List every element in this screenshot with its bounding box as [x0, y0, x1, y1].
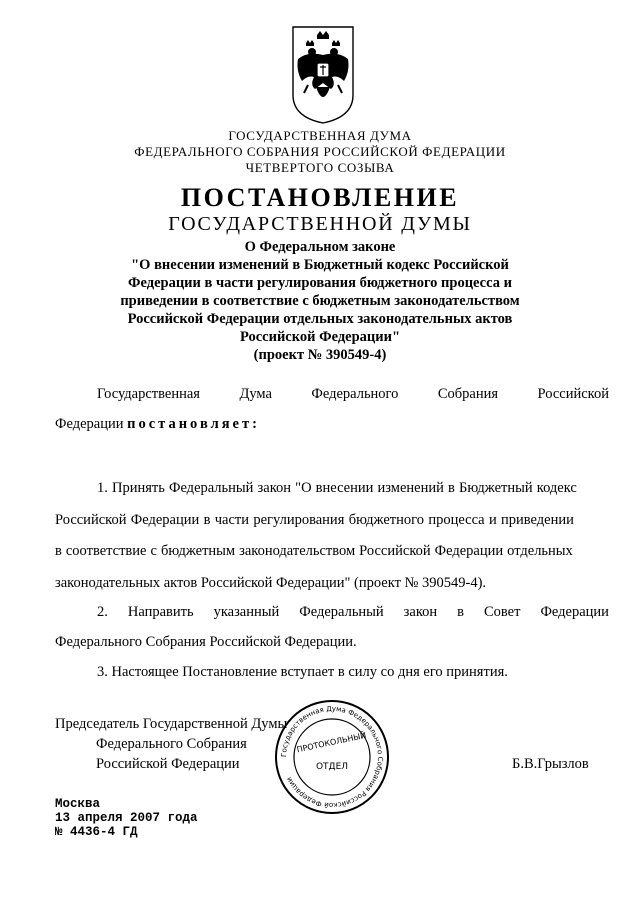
subject-line: приведении в соответствие с бюджетным законодательством: [120, 293, 520, 309]
preamble-word: Дума: [239, 386, 272, 402]
preamble-word: Федерации: [55, 416, 124, 432]
footer-date: 13 апреля 2007 года: [55, 811, 198, 825]
item2-word: указанный: [213, 604, 280, 620]
official-seal-icon: [272, 697, 392, 817]
signer-position-line2: Федерального Собрания: [96, 736, 247, 752]
subject-line: "О внесении изменений в Бюджетный кодекс Российской: [131, 257, 509, 273]
svg-text:Государственная Дума Федеральн: Государственная Дума Федерального Собрания Российской Федерации: [279, 704, 385, 810]
document-subtitle: ГОСУДАРСТВЕННОЙ ДУМЫ: [168, 213, 472, 235]
item2-word: закон: [403, 604, 438, 620]
item2-word: Федерации: [540, 604, 609, 620]
item3: 3. Настоящее Постановление вступает в силу со дня его принятия.: [97, 664, 508, 680]
item1-line: Российской Федерации в части регулирования бюджетного процесса и приведении: [55, 512, 574, 528]
preamble-line2: [55, 416, 260, 433]
item2-line1: [97, 604, 609, 621]
signer-name: Б.В.Грызлов: [512, 756, 589, 772]
item2-word: Направить: [127, 604, 194, 620]
item1-line: в соответствие с бюджетным законодательством Российской Федерации отдельных: [55, 543, 573, 559]
subject-line: Федерации в части регулирования бюджетного процесса и: [128, 275, 512, 291]
item2-line2: Федерального Собрания Российской Федерации.: [55, 634, 357, 650]
item2-word: в: [457, 604, 464, 620]
item1-line: 1. Принять Федеральный закон "О внесении изменений в Бюджетный кодекс: [97, 480, 577, 496]
subject-line: Российской Федерации отдельных законодательных актов: [127, 311, 513, 327]
footer-city: Москва: [55, 797, 101, 811]
item2-word: Федеральный: [299, 604, 384, 620]
subject-line: Российской Федерации": [239, 329, 401, 345]
preamble-word: Федерального: [311, 386, 399, 402]
header-org-line2: ФЕДЕРАЛЬНОГО СОБРАНИЯ РОССИЙСКОЙ ФЕДЕРАЦИИ: [134, 144, 506, 159]
footer-number: № 4436-4 ГД: [55, 825, 138, 839]
signer-position-line1: Председатель Государственной Думы: [55, 716, 288, 732]
svg-text:ПРОТОКОЛЬНЫЙ: ПРОТОКОЛЬНЫЙ: [295, 730, 368, 755]
item1-line: законодательных актов Российской Федерации" (проект № 390549-4).: [55, 575, 487, 591]
document-title: ПОСТАНОВЛЕНИЕ: [180, 183, 460, 212]
preamble-word: Государственная: [97, 386, 200, 402]
preamble-word: Собрания: [437, 386, 499, 402]
item2-word: Совет: [483, 604, 521, 620]
header-org-line1: ГОСУДАРСТВЕННАЯ ДУМА: [228, 128, 412, 143]
svg-text:ОТДЕЛ: ОТДЕЛ: [315, 762, 349, 772]
item2-word: 2.: [97, 604, 108, 620]
draft-number: (проект № 390549-4): [253, 347, 387, 363]
resolves-word: постановляет:: [127, 416, 260, 432]
coat-of-arms-icon: [290, 25, 356, 125]
signer-position-line3: Российской Федерации: [96, 756, 240, 772]
header-convocation: ЧЕТВЕРТОГО СОЗЫВА: [245, 160, 395, 175]
preamble-line1: [97, 386, 609, 403]
preamble-word: Российской: [537, 386, 609, 402]
subject-line: О Федеральном законе: [244, 239, 396, 255]
